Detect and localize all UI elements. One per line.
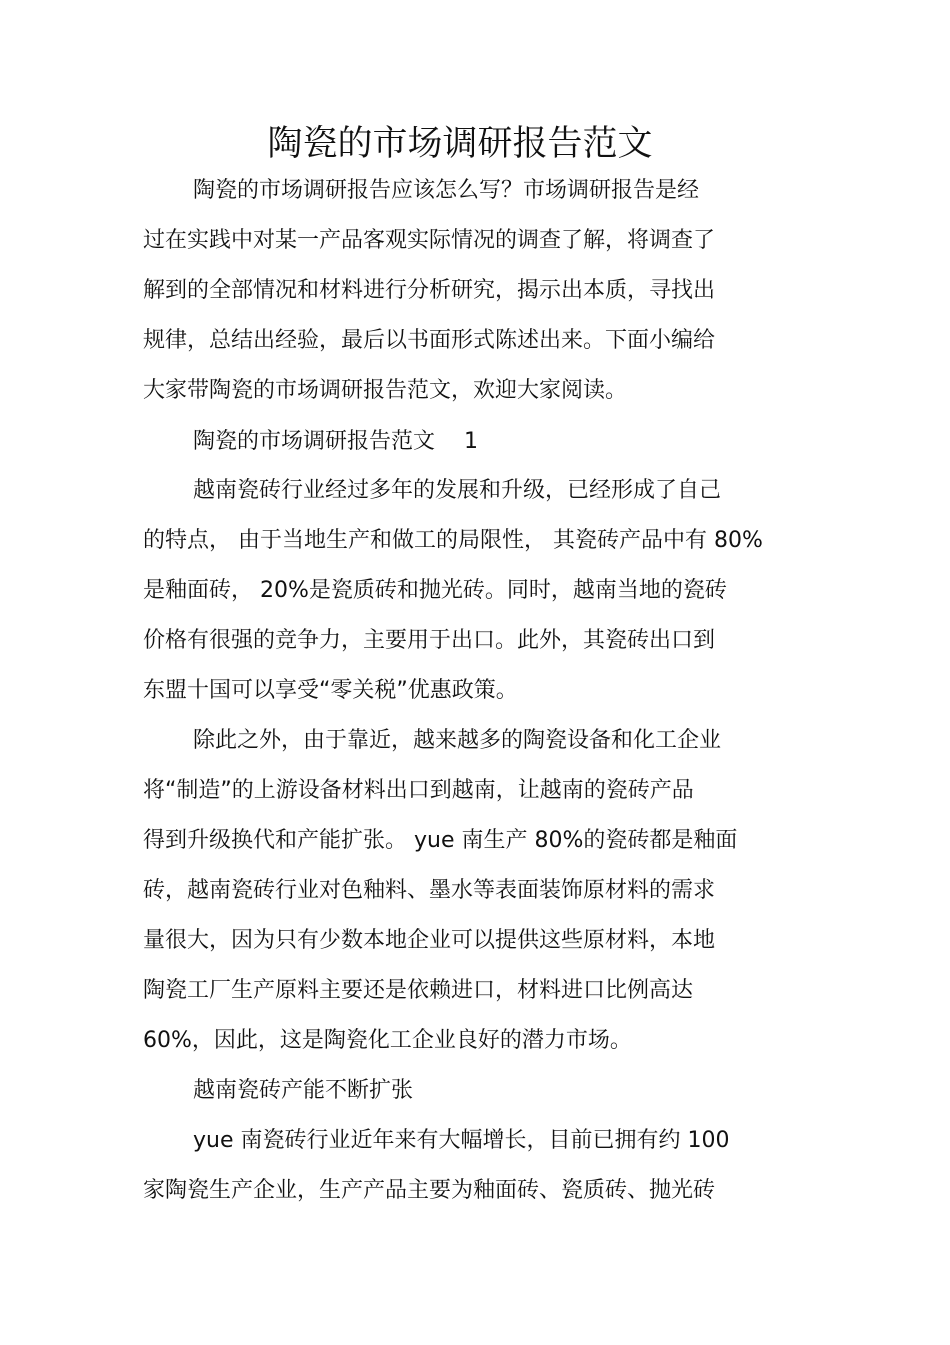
paragraph-line: 将“制造”的上游设备材料出口到越南，让越南的瓷砖产品: [143, 778, 694, 803]
paragraph-line: 陶瓷的市场调研报告应该怎么写？市场调研报告是经: [193, 178, 700, 203]
paragraph-line: 过在实践中对某一产品客观实际情况的调查了解，将调查了: [143, 228, 716, 253]
paragraph-line: 家陶瓷生产企业，生产产品主要为釉面砖、瓷质砖、抛光砖: [143, 1178, 716, 1203]
paragraph-line: 解到的全部情况和材料进行分析研究，揭示出本质，寻找出: [143, 278, 716, 303]
paragraph-line: 越南瓷砖行业经过多年的发展和升级，已经形成了自己: [193, 478, 722, 503]
paragraph-line: 是釉面砖， 20%是瓷质砖和抛光砖。同时，越南当地的瓷砖: [143, 578, 727, 603]
section-heading: 陶瓷的市场调研报告范文 1: [193, 429, 478, 454]
paragraph-line: yue 南瓷砖行业近年来有大幅增长，目前已拥有约 100: [193, 1128, 730, 1153]
paragraph-line: 量很大，因为只有少数本地企业可以提供这些原材料，本地: [143, 928, 716, 953]
paragraph-line: 价格有很强的竞争力，主要用于出口。此外，其瓷砖出口到: [143, 628, 716, 653]
paragraph-line: 陶瓷工厂生产原料主要还是依赖进口，材料进口比例高达: [143, 978, 694, 1003]
paragraph-line: 东盟十国可以享受“零关税”优惠政策。: [143, 678, 518, 703]
paragraph-line: 除此之外，由于靠近，越来越多的陶瓷设备和化工企业: [193, 728, 722, 753]
paragraph-line: 砖，越南瓷砖行业对色釉料、墨水等表面装饰原材料的需求: [143, 878, 716, 903]
paragraph-line: 规律，总结出经验，最后以书面形式陈述出来。下面小编给: [143, 328, 716, 353]
paragraph-line: 60%，因此，这是陶瓷化工企业良好的潜力市场。: [143, 1028, 632, 1053]
paragraph-line: 大家带陶瓷的市场调研报告范文，欢迎大家阅读。: [143, 378, 628, 403]
document-title: 陶瓷的市场调研报告范文: [267, 124, 653, 164]
paragraph-line: 得到升级换代和产能扩张。 yue 南生产 80%的瓷砖都是釉面: [143, 828, 738, 853]
section-heading: 越南瓷砖产能不断扩张: [193, 1078, 414, 1103]
paragraph-line: 的特点， 由于当地生产和做工的局限性， 其瓷砖产品中有 80%: [143, 528, 763, 553]
